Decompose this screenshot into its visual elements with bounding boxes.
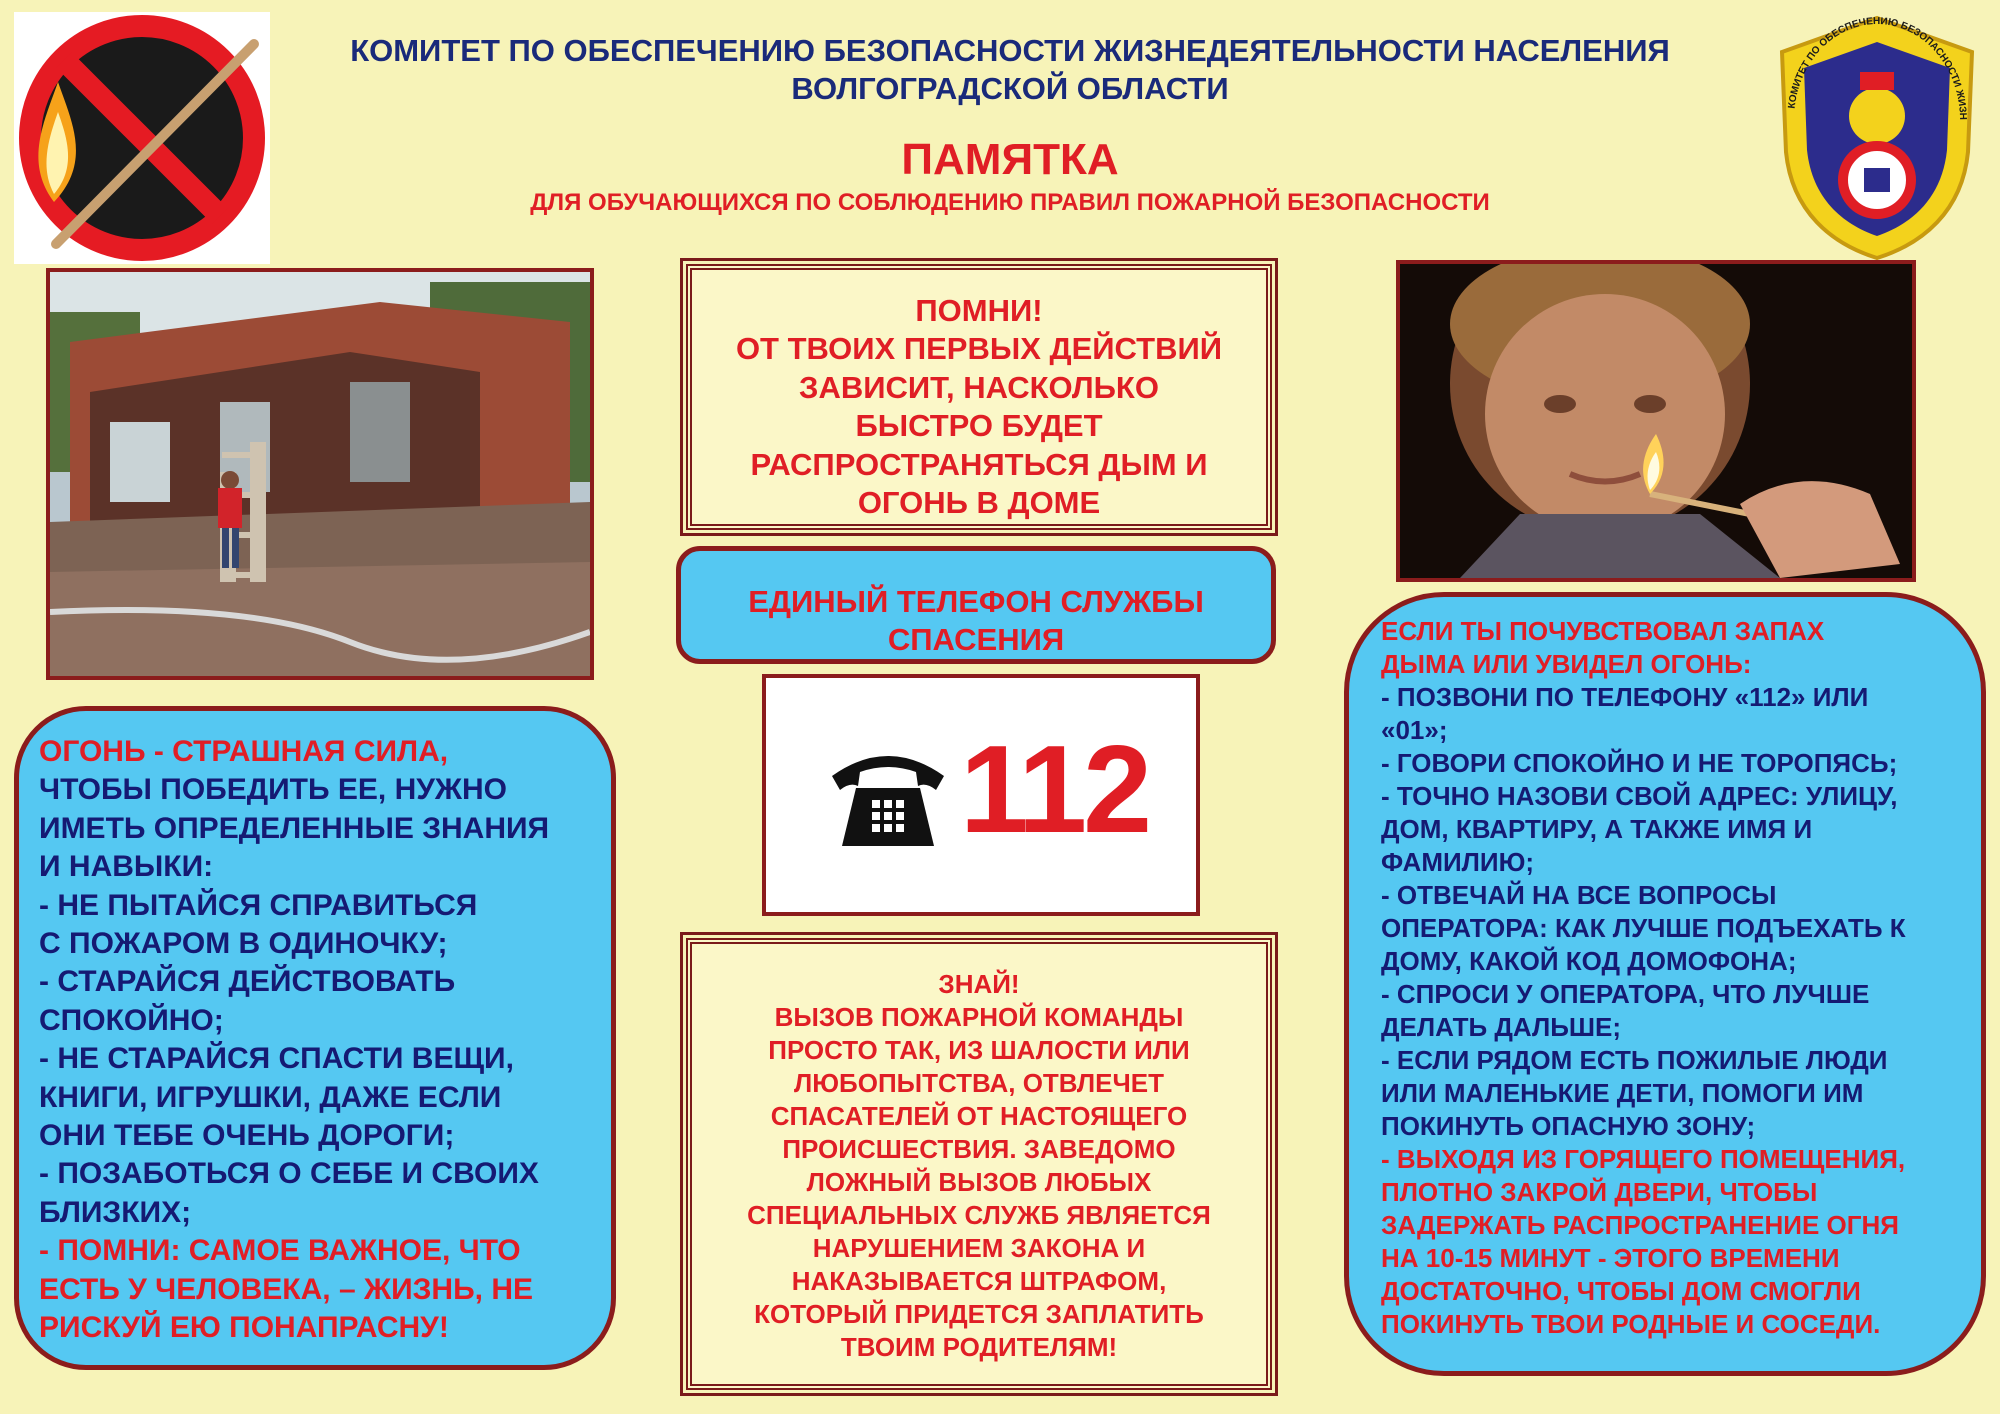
instruction-line: - ПОЗВОНИ ПО ТЕЛЕФОНУ «112» ИЛИ	[1381, 682, 1869, 712]
instruction-line: - ЕСЛИ РЯДОМ ЕСТЬ ПОЖИЛЫЕ ЛЮДИ	[1381, 1045, 1888, 1075]
committee-title-line2: ВОЛГОГРАДСКОЙ ОБЛАСТИ	[791, 71, 1229, 106]
instruction-line: НА 10-15 МИНУТ - ЭТОГО ВРЕМЕНИ	[1381, 1243, 1840, 1273]
advice-line: КНИГИ, ИГРУШКИ, ДАЖЕ ЕСЛИ	[39, 1080, 502, 1114]
advice-line: - НЕ ПЫТАЙСЯ СПРАВИТЬСЯ	[39, 888, 478, 922]
advice-line: И НАВЫКИ:	[39, 850, 214, 884]
instruction-line: ДОМ, КВАРТИРУ, А ТАКЖЕ ИМЯ И	[1381, 814, 1813, 844]
know-panel	[686, 938, 1272, 1390]
advice-line: - СТАРАЙСЯ ДЕЙСТВОВАТЬ	[39, 965, 456, 999]
instruction-line: - ТОЧНО НАЗОВИ СВОЙ АДРЕС: УЛИЦУ,	[1381, 781, 1898, 811]
instruction-line: ДОМУ, КАКОЙ КОД ДОМОФОНА;	[1381, 946, 1797, 976]
memo-subtitle: ДЛЯ ОБУЧАЮЩИХСЯ ПО СОБЛЮДЕНИЮ ПРАВИЛ ПОЖАРНОЙ БЕЗОПАСНОСТИ	[530, 189, 1490, 216]
advice-line: ЧТОБЫ ПОБЕДИТЬ ЕЕ, НУЖНО	[39, 773, 508, 807]
fire-advice-box	[14, 706, 616, 1370]
remember-line: РАСПРОСТРАНЯТЬСЯ ДЫМ И	[750, 446, 1208, 482]
instruction-line: «01»;	[1381, 715, 1448, 745]
instruction-line: ДЫМА ИЛИ УВИДЕЛ ОГОНЬ:	[1381, 649, 1752, 679]
instruction-line: ЗАДЕРЖАТЬ РАСПРОСТРАНЕНИЕ ОГНЯ	[1381, 1210, 1899, 1240]
advice-line: ИМЕТЬ ОПРЕДЕЛЕННЫЕ ЗНАНИЯ	[39, 811, 550, 845]
know-line: НАКАЗЫВАЕТСЯ ШТРАФОМ,	[791, 1266, 1167, 1296]
committee-emblem-icon	[1772, 12, 1982, 262]
instruction-line: ЕСЛИ ТЫ ПОЧУВСТВОВАЛ ЗАПАХ	[1381, 616, 1825, 646]
emergency-phone-title-line2: СПАСЕНИЯ	[887, 622, 1065, 657]
child-with-match-photo	[1396, 260, 1916, 582]
know-line: СПАСАТЕЛЕЙ ОТ НАСТОЯЩЕГО	[770, 1101, 1188, 1131]
advice-line: С ПОЖАРОМ В ОДИНОЧКУ;	[39, 927, 448, 961]
advice-line: СПОКОЙНО;	[39, 1003, 224, 1037]
emergency-phone-title-line1: ЕДИНЫЙ ТЕЛЕФОН СЛУЖБЫ	[748, 584, 1204, 619]
advice-line: - ПОМНИ: САМОЕ ВАЖНОЕ, ЧТО	[39, 1234, 521, 1268]
remember-line: ОГОНЬ В ДОМЕ	[857, 485, 1101, 521]
know-line: КОТОРЫЙ ПРИДЕТСЯ ЗАПЛАТИТЬ	[754, 1299, 1204, 1329]
know-line: ЛОЖНЫЙ ВЫЗОВ ЛЮБЫХ	[806, 1167, 1152, 1197]
remember-panel	[686, 264, 1272, 530]
instruction-line: ПЛОТНО ЗАКРОЙ ДВЕРИ, ЧТОБЫ	[1381, 1177, 1818, 1207]
instruction-line: ОПЕРАТОРА: КАК ЛУЧШЕ ПОДЪЕХАТЬ К	[1381, 913, 1906, 943]
advice-line: ОНИ ТЕБЕ ОЧЕНЬ ДОРОГИ;	[39, 1119, 455, 1153]
instruction-line: - ГОВОРИ СПОКОЙНО И НЕ ТОРОПЯСЬ;	[1381, 748, 1898, 778]
instruction-line: ИЛИ МАЛЕНЬКИЕ ДЕТИ, ПОМОГИ ИМ	[1381, 1078, 1864, 1108]
burned-house-photo	[46, 268, 594, 680]
instruction-line: ФАМИЛИЮ;	[1381, 847, 1535, 877]
advice-line: РИСКУЙ ЕЮ ПОНАПРАСНУ!	[39, 1311, 449, 1345]
advice-line: ЕСТЬ У ЧЕЛОВЕКА, – ЖИЗНЬ, НЕ	[39, 1272, 534, 1306]
committee-title-line1: КОМИТЕТ ПО ОБЕСПЕЧЕНИЮ БЕЗОПАСНОСТИ ЖИЗНЕДЕЯТЕЛЬНОСТИ НАСЕЛЕНИЯ	[350, 33, 1670, 68]
remember-line: ОТ ТВОИХ ПЕРВЫХ ДЕЙСТВИЙ	[735, 331, 1223, 367]
know-line: НАРУШЕНИЕМ ЗАКОНА И	[812, 1233, 1146, 1263]
instruction-line: - ОТВЕЧАЙ НА ВСЕ ВОПРОСЫ	[1381, 880, 1777, 910]
committee-title	[270, 32, 1750, 108]
know-line: ПРОИСШЕСТВИЯ. ЗАВЕДОМО	[782, 1134, 1176, 1164]
know-line: ЛЮБОПЫТСТВА, ОТВЛЕЧЕТ	[793, 1068, 1165, 1098]
advice-line: ОГОНЬ - СТРАШНАЯ СИЛА,	[39, 735, 449, 768]
instruction-line: - ВЫХОДЯ ИЗ ГОРЯЩЕГО ПОМЕЩЕНИЯ,	[1381, 1144, 1906, 1174]
advice-line: - НЕ СТАРАЙСЯ СПАСТИ ВЕЩИ,	[39, 1042, 514, 1076]
no-matches-sign-icon	[14, 12, 270, 264]
remember-line: ПОМНИ!	[915, 293, 1043, 328]
advice-line: - ПОЗАБОТЬСЯ О СЕБЕ И СВОИХ	[39, 1157, 539, 1191]
know-line: ЗНАЙ!	[938, 969, 1020, 999]
memo-title: ПАМЯТКА	[901, 135, 1119, 184]
instruction-line: ПОКИНУТЬ ОПАСНУЮ ЗОНУ;	[1381, 1111, 1756, 1141]
telephone-icon	[826, 742, 950, 857]
smoke-fire-instructions-box	[1344, 592, 1986, 1376]
know-line: ВЫЗОВ ПОЖАРНОЙ КОМАНДЫ	[774, 1002, 1184, 1032]
instruction-line: ДЕЛАТЬ ДАЛЬШЕ;	[1381, 1012, 1622, 1042]
emergency-number: 112	[960, 721, 1149, 859]
instruction-line: - СПРОСИ У ОПЕРАТОРА, ЧТО ЛУЧШЕ	[1381, 979, 1870, 1009]
know-line: ПРОСТО ТАК, ИЗ ШАЛОСТИ ИЛИ	[768, 1035, 1190, 1065]
emergency-phone-title	[676, 546, 1276, 664]
know-line: ТВОИМ РОДИТЕЛЯМ!	[840, 1332, 1118, 1362]
remember-line: БЫСТРО БУДЕТ	[855, 408, 1103, 444]
instruction-line: ДОСТАТОЧНО, ЧТОБЫ ДОМ СМОГЛИ	[1381, 1276, 1861, 1306]
advice-line: БЛИЗКИХ;	[39, 1195, 192, 1229]
know-line: СПЕЦИАЛЬНЫХ СЛУЖБ ЯВЛЯЕТСЯ	[747, 1200, 1211, 1230]
remember-line: ЗАВИСИТ, НАСКОЛЬКО	[799, 369, 1159, 405]
instruction-line: ПОКИНУТЬ ТВОИ РОДНЫЕ И СОСЕДИ.	[1381, 1309, 1881, 1339]
emblem-ring-text: КОМИТЕТ ПО ОБЕСПЕЧЕНИЮ БЕЗОПАСНОСТИ ЖИЗН	[1786, 15, 1969, 121]
